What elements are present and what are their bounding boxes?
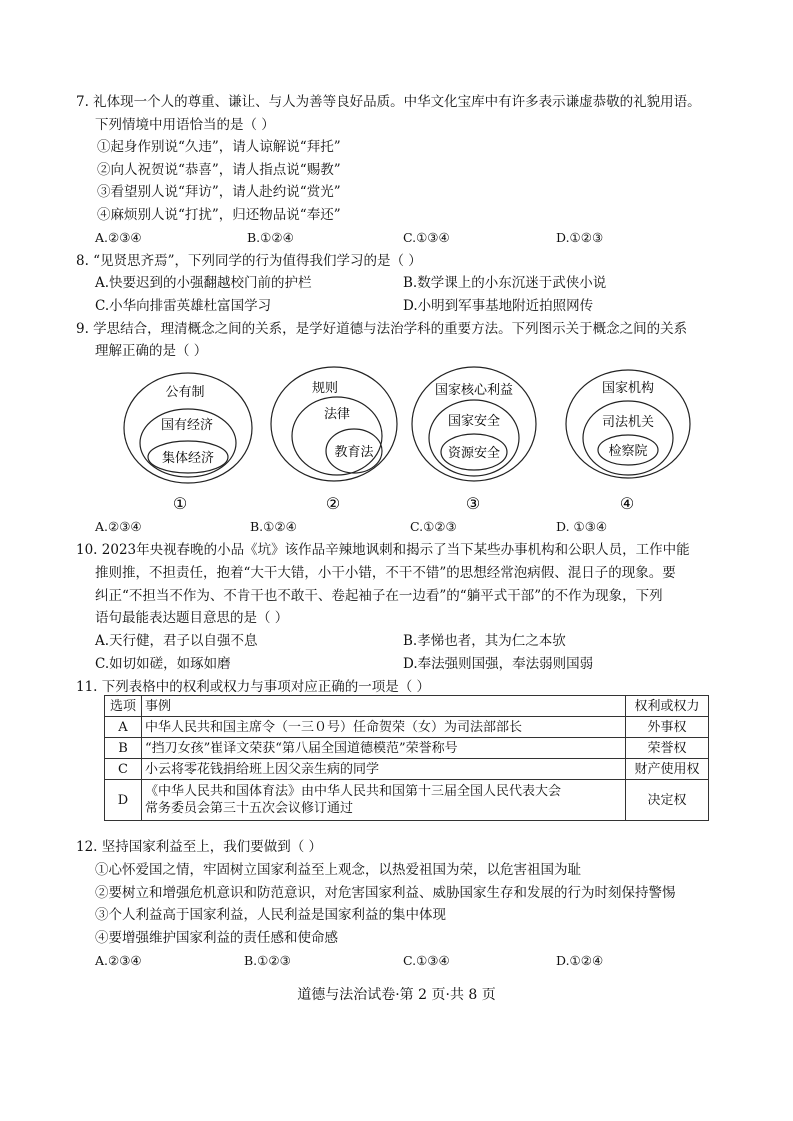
row-c-example: 小云将零花钱捐给班上因父亲生病的同学 <box>142 759 626 780</box>
table-header-row <box>105 696 709 717</box>
table-row <box>105 780 709 821</box>
diagram-2-middle-label: 法律 <box>323 407 351 422</box>
header-example: 事例 <box>142 696 626 717</box>
diagram-4-middle-circle <box>583 401 673 475</box>
q7-statement-2: ②向人祝贺说“恭喜”，请人指点说“赐教” <box>97 162 341 178</box>
row-d-example-line1: 《中华人民共和国体育法》由中华人民共和国第十三届全国人民代表大会 <box>145 784 562 799</box>
diagram-1-outer-label: 公有制 <box>165 385 205 400</box>
diagram-3-middle-label: 国家安全 <box>447 414 501 429</box>
q10-option-d: D.奉法强则国强，奉法弱则国弱 <box>403 656 594 672</box>
q7-stem-line1: 7. 礼体现一个人的尊重、谦让、与人为善等良好品质。中华文化宝库中有许多表示谦虚恭敬的礼貌用语。 <box>76 94 701 110</box>
q10-option-c: C.如切如磋，如琢如磨 <box>95 656 231 672</box>
q10-stem-line4: 语句最能表达题目意思的是（ ） <box>95 610 289 626</box>
q12-statement-3: ③个人利益高于国家利益，人民利益是国家利益的集中体现 <box>95 907 446 923</box>
q7-statement-4: ④麻烦别人说“打扰”，归还物品说“奉还” <box>97 207 341 223</box>
q9-concept-diagrams <box>0 365 793 515</box>
row-a-option: A <box>105 717 142 738</box>
q9-option-a: A.②③④ <box>95 519 142 534</box>
row-a-right: 外事权 <box>626 717 709 738</box>
diagram-2-number: ② <box>325 494 341 513</box>
diagram-2-inner-label: 教育法 <box>334 445 374 460</box>
row-b-right: 荣誉权 <box>626 738 709 759</box>
diagram-2-outer-label: 规则 <box>311 381 339 396</box>
q7-option-b: B.①②④ <box>247 230 294 245</box>
q10-stem-line3: 纠正“不担当不作为、不肯干也不敢干、卷起袖子在一边看”的“躺平式干部”的不作为现象，下列 <box>95 588 663 604</box>
diagram-4-inner-label: 检察院 <box>608 444 648 459</box>
row-b-example: “挡刀女孩”崔译文荣获“第八届全国道德模范”荣誉称号 <box>142 738 626 759</box>
q10-option-a: A.天行健，君子以自强不息 <box>95 633 258 649</box>
q8-option-c: C.小华向排雷英雄杜富国学习 <box>95 298 272 314</box>
diagram-1-inner-label: 集体经济 <box>161 451 215 466</box>
table-row <box>105 759 709 780</box>
table-row <box>105 717 709 738</box>
diagram-3-number: ③ <box>465 494 481 513</box>
q9-option-d: D. ①③④ <box>556 519 608 534</box>
diagram-3-outer-label: 国家核心利益 <box>434 383 514 398</box>
diagram-3-inner-label: 资源安全 <box>447 446 501 461</box>
row-b-option: B <box>105 738 142 759</box>
q12-statement-4: ④要增强维护国家利益的责任感和使命感 <box>95 930 338 946</box>
q10-stem-line1: 10. 2023年央视春晚的小品《坑》该作品辛辣地讽刺和揭示了当下某些办事机构和公职人员，工作中能 <box>76 542 690 558</box>
q11-stem: 11. 下列表格中的权利或权力与事项对应正确的一项是（ ） <box>76 679 431 695</box>
row-d-example-line2: 常务委员会第三十五次会议修订通过 <box>145 801 354 816</box>
diagram-4-outer-label: 国家机构 <box>601 381 655 396</box>
row-d-example <box>142 780 626 821</box>
diagram-1-number: ① <box>172 494 188 513</box>
q12-option-c: C.①③④ <box>403 953 450 968</box>
q8-option-d: D.小明到军事基地附近拍照网传 <box>403 298 594 314</box>
diagram-4-middle-label: 司法机关 <box>601 415 655 430</box>
q7-option-c: C.①③④ <box>403 230 450 245</box>
row-c-right: 财产使用权 <box>626 759 709 780</box>
q7-option-d: D.①②③ <box>556 230 604 245</box>
q8-stem: 8. “见贤思齐焉”，下列同学的行为值得我们学习的是（ ） <box>76 253 422 269</box>
row-d-option: D <box>105 780 142 821</box>
row-d-right: 决定权 <box>626 780 709 821</box>
row-a-example: 中华人民共和国主席令（一三０号）任命贺荣（女）为司法部部长 <box>142 717 626 738</box>
header-right: 权利或权力 <box>626 696 709 717</box>
q12-option-a: A.②③④ <box>95 953 142 968</box>
q12-option-b: B.①②③ <box>244 953 291 968</box>
q10-option-b: B.孝悌也者，其为仁之本欤 <box>403 633 566 649</box>
q9-option-b: B.①②④ <box>250 519 297 534</box>
table-row <box>105 738 709 759</box>
page-footer: 道德与法治试卷·第 2 页·共 8 页 <box>297 987 496 1003</box>
q7-statement-3: ③看望别人说“拜访”，请人赴约说“赏光” <box>97 184 341 200</box>
q11-table <box>104 695 709 821</box>
q12-statement-2: ②要树立和增强危机意识和防范意识，对危害国家利益、威胁国家生存和发展的行为时刻保持警惕 <box>95 885 676 901</box>
diagram-4-number: ④ <box>619 494 635 513</box>
q9-stem-line2: 理解正确的是（ ） <box>95 343 208 359</box>
q7-statement-1: ①起身作别说“久违”，请人谅解说“拜托” <box>97 139 341 155</box>
q9-stem-line1: 9. 学思结合，理清概念之间的关系，是学好道德与法治学科的重要方法。下列图示关于概念之间的关系 <box>76 321 688 337</box>
diagram-1-middle-label: 国有经济 <box>160 418 214 433</box>
q10-stem-line2: 推则推，不担责任，抱着“大干大错，小干小错，不干不错”的思想经常泡病假、混日子的现象。要 <box>95 565 676 581</box>
q7-stem-line2: 下列情境中用语恰当的是（ ） <box>95 117 275 133</box>
q8-option-a: A.快要迟到的小强翻越校门前的护栏 <box>95 275 312 291</box>
q12-option-d: D.①②④ <box>556 953 604 968</box>
q12-stem: 12. 坚持国家利益至上，我们要做到（ ） <box>76 839 323 855</box>
row-c-option: C <box>105 759 142 780</box>
q9-option-c: C.①②③ <box>410 519 457 534</box>
header-option: 选项 <box>105 696 142 717</box>
q7-option-a: A.②③④ <box>95 230 142 245</box>
diagram-3-middle-circle <box>429 400 519 476</box>
q12-statement-1: ①心怀爱国之情，牢固树立国家利益至上观念，以热爱祖国为荣，以危害祖国为耻 <box>95 862 581 878</box>
q8-option-b: B.数学课上的小东沉迷于武侠小说 <box>403 275 607 291</box>
